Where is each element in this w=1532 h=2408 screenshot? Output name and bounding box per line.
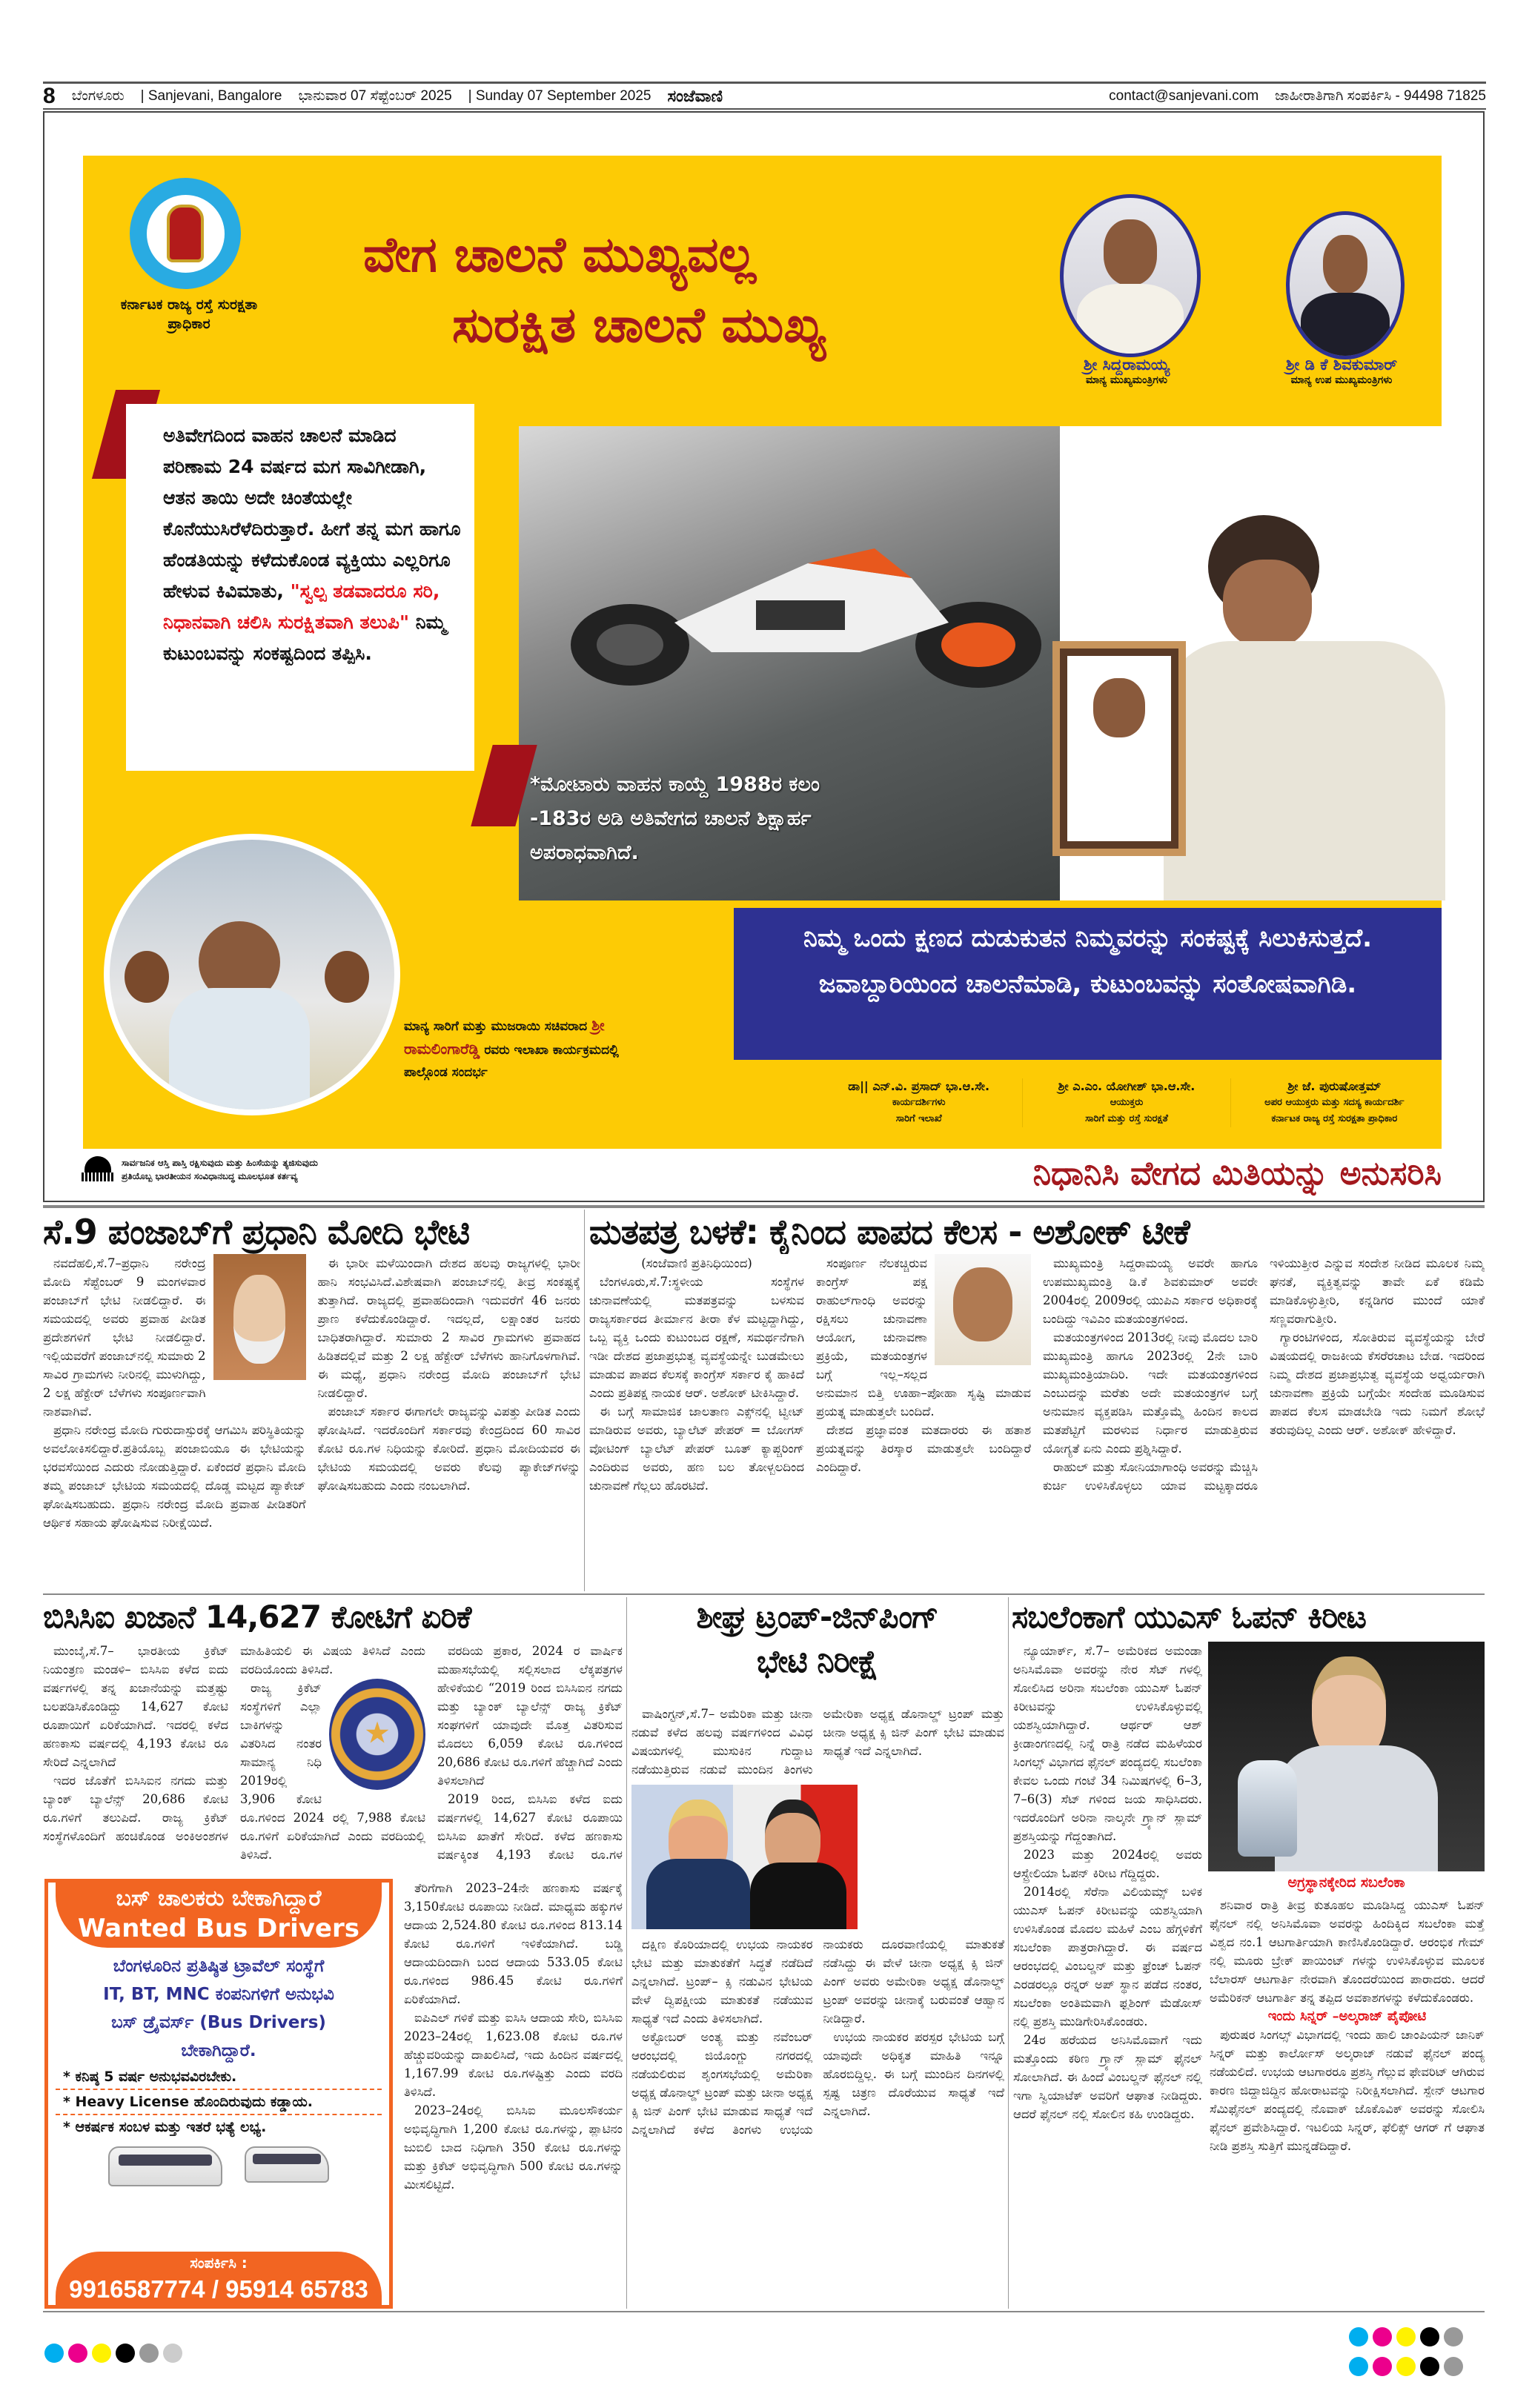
officer xyxy=(815,1078,1022,1127)
paragraph: ಈ ಭಾರೀ ಮಳೆಯಿಂದಾಗಿ ದೇಶದ ಹಲವು ರಾಜ್ಯಗಳಲ್ಲಿ ಭಾರೀ ಹಾನಿ ಸಂಭವಿಸಿದೆ.ವಿಶೇಷವಾಗಿ ಪಂಜಾಬ್‌ನಲ್ಲಿ ತೀವ್ರ ಸಂಕಷ್ಟಕ್ಕೆ ತುತ್ತಾಗಿದೆ. ರಾಜ್ಯದಲ್ಲಿ ಪ್ರವಾಹದಿಂದಾಗಿ ಇದುವರೆಗೆ 46 ಜನರು ಪ್ರಾಣ ಕಳೆದುಕೊಂಡಿದ್ದಾರೆ. ಇದಲ್ಲದೆ, ಲಕ್ಷಾಂತರ ಜನರು ಬಾಧಿತರಾಗಿದ್ದಾರೆ. ಸುಮಾರು 2 ಸಾವಿರ ಗ್ರಾಮಗಳು ಪ್ರವಾಹದ ಹಿಡಿತದಲ್ಲಿವೆ ಮತ್ತು 2 ಲಕ್ಷ ಹೆಕ್ಟೇರ್ ಬೆಳೆಗಳು ಹಾನಿಗೊಳಗಾಗಿವೆ. ಈ ಮಧ್ಯೆ, ಪ್ರಧಾನಿ ನರೇಂದ್ರ ಮೋದಿ ಪಂಜಾಬ್‌ಗೆ ಭೇಟಿ ನೀಡಲಿದ್ದಾರೆ. xyxy=(317,1256,580,1400)
section-rule xyxy=(43,1205,1485,1208)
mv-act-caption: *ಮೋಟಾರು ವಾಹನ ಕಾಯ್ದೆ 1988ರ ಕಲಂ -183ರ ಅಡಿ ಅತಿವೇಗದ ಚಾಲನೆ ಶಿಕ್ಷಾರ್ಹ ಅಪರಾಧವಾಗಿದೆ. xyxy=(530,773,820,864)
article-headline-1[interactable]: ಶೀಘ್ರ ಟ್ರಂಪ್-ಜಿನ್‌ಪಿಂಗ್ xyxy=(696,1599,938,1635)
star-icon: ★ xyxy=(364,1716,391,1751)
story-end: ನಿಮ್ಮ ಕುಟುಂಬವನ್ನು ಸಂಕಷ್ಟದಿಂದ ತಪ್ಪಿಸಿ. xyxy=(163,611,446,664)
leader-name: ಶ್ರೀ ಡಿ ಕೆ ಶಿವಕುಮಾರ್ xyxy=(1285,356,1398,374)
ad-headline-1: ವೇಗ ಚಾಲನೆ ಮುಖ್ಯವಲ್ಲ xyxy=(363,226,757,283)
contact-phones[interactable]: 9916587774 / 95914 65783 xyxy=(69,2275,368,2303)
leader-role: ಮಾನ್ಯ ಉಪ ಮುಖ್ಯಮಂತ್ರಿಗಳು xyxy=(1290,374,1393,386)
registration-dot xyxy=(1373,2357,1392,2376)
page-header xyxy=(43,86,1486,107)
ad-org-name: ಕರ್ನಾಟಕ ರಾಜ್ಯ ರಸ್ತೆ ಸುರಕ್ಷತಾ ಪ್ರಾಧಿಕಾರ xyxy=(120,296,258,332)
trump-body xyxy=(631,1705,1004,2309)
color-registration-marks-right xyxy=(1349,2327,1490,2379)
framed-portrait xyxy=(1060,649,1178,849)
story-text: ಅತಿವೇಗದಿಂದ ವಾಹನ ಚಾಲನೆ ಮಾಡಿದ ಪರಿಣಾಮ 24 ವರ್ಷದ ಮಗ ಸಾವಿಗೀಡಾಗಿ, ಆತನ ತಾಯಿ ಅದೇ ಚಿಂತೆಯಲ್ಲೇ ಕೊನೆಯುಸಿರೆಳೆದಿರುತ್ತಾರೆ. ಹೀಗೆ ತನ್ನ ಮಗ ಹಾಗೂ ಹೆಂಡತಿಯನ್ನು ಕಳೆದುಕೊಂಡ ವ್ಯಕ್ತಿಯು ಎಲ್ಲರಿಗೂ ಹೇಳುವ ಕಿವಿಮಾತು, xyxy=(163,425,461,602)
bcci-logo xyxy=(329,1679,425,1790)
paragraph: ಈ ಬಗ್ಗೆ ಸಾಮಾಜಿಕ ಜಾಲತಾಣ ಎಕ್ಸ್‌ನಲ್ಲಿ ಟ್ವೀಟ್ ಮಾಡಿರುವ ಅವರು, ಬ್ಯಾಲೆಟ್ ಪೇಪರ್ = ಬೋಗಸ್ ವೋಟಿಂಗ್ ಬ್ಯಾಲೆಟ್ ಪೇಪರ್ ಬೂತ್ ಕ್ಯಾಪ್ಚರಿಂಗ್ ಎಂದಿರುವ ಅವರು, ಹಣ ಬಲ ತೋಳ್ಬಲದಿಂದ ಚುನಾವಣೆ ಗೆಲ್ಲಲು ಹೊರಟಿದೆ. xyxy=(589,1404,804,1493)
bus-ad-title-kn: ಬಸ್ ಚಾಲಕರು ಬೇಕಾಗಿದ್ದಾರೆ xyxy=(116,1885,322,1911)
photo-caption: ಅಗ್ರಸ್ಥಾನಕ್ಕೇರಿದ ಸಬಲೆಂಕಾ xyxy=(1287,1874,1405,1891)
officer-name: ಶ್ರೀ ಎ.ಎಂ. ಯೋಗೀಶ್ ಭಾ.ಆ.ಸೇ. xyxy=(1058,1079,1196,1093)
article-modi xyxy=(43,1210,580,1591)
article-ashok xyxy=(589,1210,1485,1591)
paragraph: ತೆರಿಗೆಗಾಗಿ 2023–24ನೇ ಹಣಕಾಸು ವರ್ಷಕ್ಕೆ 3,150ಕೋಟಿ ರೂಪಾಯಿ ನೀಡಿದೆ. ಮಾಧ್ಯಮ ಹಕ್ಕುಗಳ ಆದಾಯ 2,524.80 ಕೋಟಿ ರೂ.ಗಳಿಂದ 813.14 ಕೋಟಿ ರೂ.ಗಳಿಗೆ ಇಳಿಕೆಯಾಗಿದೆ. ಬಡ್ಡಿ ಆದಾಯದಿಂದಾಗಿ ಬಂದ ಆದಾಯ 533.05 ಕೋಟಿ ರೂ.ಗಳಿಂದ 986.45 ಕೋಟಿ ರೂ.ಗಳಿಗೆ ಏರಿಕೆಯಾಗಿದೆ. xyxy=(404,1881,623,2006)
officer-department: ಸಾರಿಗೆ ಮತ್ತು ರಸ್ತೆ ಸುರಕ್ಷತೆ xyxy=(1085,1113,1168,1124)
sabalenka-body-left xyxy=(1013,1642,1202,2309)
subheading: ಇಂದು ಸಿನ್ನರ್ –ಅಲ್ಕರಾಜ್ ಪೈಪೋಟಿ xyxy=(1267,2009,1427,2024)
trophy xyxy=(1238,1760,1297,1857)
city: ಬೆಂಗಳೂರು xyxy=(71,88,125,104)
coach-bus-image xyxy=(108,2146,222,2186)
bus-images xyxy=(48,2146,389,2186)
bus-drivers-ad xyxy=(44,1879,393,2309)
header-bottom-rule xyxy=(43,108,1486,110)
paragraph: ಪಂಜಾಬ್ ಸರ್ಕಾರ ಈಗಾಗಲೇ ರಾಜ್ಯವನ್ನು ವಿಪತ್ತು ಪೀಡಿತ ಎಂದು ಘೋಷಿಸಿದೆ. ಇದರೊಂದಿಗೆ ಸರ್ಕಾರವು ಕೇಂದ್ರದಿಂದ 60 ಸಾವಿರ ಕೋಟಿ ರೂ.ಗಳ ನಿಧಿಯನ್ನು ಕೋರಿದೆ. ಪ್ರಧಾನಿ ಮೋದಿಯವರ ಈ ಭೇಟಿಯ ಸಮಯದಲ್ಲಿ ಅವರು ಕೆಲವು ಪ್ಯಾಕೇಜ್‌ಗಳನ್ನು ಘೋಷಿಸಬಹುದು ಎಂದು ನಂಬಲಾಗಿದೆ. xyxy=(317,1404,580,1493)
officers-list xyxy=(815,1078,1438,1127)
grieving-father-photo xyxy=(1060,426,1445,900)
registration-dot xyxy=(1420,2357,1439,2376)
trump-body-lead xyxy=(631,1705,1004,1779)
paragraph: ಪ್ರಧಾನಿ ನರೇಂದ್ರ ಮೋದಿ ಗುರುದಾಸ್ಪುರಕ್ಕೆ ಆಗಮಿಸಿ ಪರಿಸ್ಥಿತಿಯನ್ನು ಅವಲೋಕಿಸಲಿದ್ದಾರೆ.ಪ್ರತಿಯೊಬ್ಬ ಪಂಜಾಬಿಯೂ ಈ ಭೇಟಿಯನ್ನು ಭರವಸೆಯಿಂದ ಎದುರು ನೋಡುತ್ತಿದ್ದಾರೆ. ಏಕೆಂದರೆ ಪ್ರಧಾನಿ ಮೋದಿ ತಮ್ಮ ಪಂಜಾಬ್ ಭೇಟಿಯ ಸಮಯದಲ್ಲಿ ದೊಡ್ಡ ಮಟ್ಟದ ಪ್ಯಾಕೇಜ್ ಘೋಷಿಸಬಹುದು. ಪ್ರಧಾನಿ ನರೇಂದ್ರ ಮೋದಿ ಪ್ರವಾಹ ಪೀಡಿತರಿಗೆ ಆರ್ಥಿಕ ಸಹಾಯ ಘೋಷಿಸುವ ನಿರೀಕ್ಷೆಯಿದೆ. xyxy=(43,1423,306,1530)
portrait-dk-shivakumar xyxy=(1286,211,1405,359)
paragraph: ಮತಯಂತ್ರಗಳಿಂದ 2013ರಲ್ಲಿ ನೀವು ಮೊದಲ ಬಾರಿ ಮುಖ್ಯಮಂತ್ರಿ ಹಾಗೂ 2023ರಲ್ಲಿ 2ನೇ ಬಾರಿ ಮುಖ್ಯಮಂತ್ರಿಯಾದಿರಿ. ಇದೇ ಮತಯಂತ್ರಗಳಿಂದ ಎಂಬುದನ್ನು ಮರೆತು ಅದೇ ಮತಯಂತ್ರಗಳ ಬಗ್ಗೆ ಅನುಮಾನ ವ್ಯಕ್ತಪಡಿಸಿ ಮತ್ತೊಮ್ಮೆ ಹಿಂದಿನ ಕಾಲದ ಮತಪೆಟ್ಟಿಗೆ ಮರಳುವ ನಿರ್ಧಾರ ಮಾಡುತ್ತಿರುವ ಯೋಗ್ಯತೆ ಏನು ಎಂದು ಪ್ರಶ್ನಿಸಿದ್ದಾರೆ. xyxy=(1043,1330,1258,1456)
ad-headline-2: ಸುರಕ್ಷಿತ ಚಾಲನೆ ಮುಖ್ಯ xyxy=(452,296,826,354)
column-rule xyxy=(584,1210,585,1591)
bus-ad-title-en: Wanted Bus Drivers xyxy=(78,1914,359,1943)
paragraph: ರಾಹುಲ್ ಮತ್ತು ಸೋನಿಯಾಗಾಂಧಿ ಅವರನ್ನು ಮೆಚ್ಚಿಸಿ ಕುರ್ಚಿ ಉಳಿಸಿಕೊಳ್ಳಲು ಯಾವ ಮಟ್ಟಕ್ಕಾದರೂ ಇಳಿಯುತ್ತೀರ ಎನ್ನುವ ಸಂದೇಶ ನೀಡಿದ ಮೂಲಕ ನಿಮ್ಮ ಘನತೆ, ವ್ಯಕ್ತಿತ್ವವನ್ನು ತಾವೇ ಏಕೆ ಕಡಿಮೆ ಮಾಡಿಕೊಳ್ಳುತ್ತೀರಿ, ಕನ್ನಡಿಗರ ಮುಂದೆ ಯಾಕೆ ಸಣ್ಣವರಾಗುತ್ತೀರಿ. xyxy=(1043,1256,1485,1493)
contact-label: ಸಂಪರ್ಕಿಸಿ : xyxy=(190,2254,248,2272)
officer xyxy=(1230,1078,1438,1127)
officer-department: ಕರ್ನಾಟಕ ರಾಜ್ಯ ರಸ್ತೆ ಸುರಕ್ಷತಾ ಪ್ರಾಧಿಕಾರ xyxy=(1271,1113,1398,1124)
paragraph: ವರದಿಯ ಪ್ರಕಾರ, 2024 ರ ವಾರ್ಷಿಕ ಮಹಾಸಭೆಯಲ್ಲಿ ಸಲ್ಲಿಸಲಾದ ಲೆಕ್ಕಪತ್ರಗಳ ಹೇಳಿಕೆಯಲಿ “2019 ರಿಂದ ಬಿಸಿಸಿಐನ ನಗದು ಮತ್ತು ಬ್ಯಾಂಕ್ ಬ್ಯಾಲೆನ್ಸ್ ರಾಜ್ಯ ಕ್ರಿಕೆಟ್ ಸಂಘಗಳಿಗೆ ಯಾವುದೇ ಮೊತ್ತ ವಿತರಿಸುವ ಮೊದಲು 6,059 ಕೋಟಿ ರೂ.ಗಳಿಂದ 20,686 ಕೋಟಿ ರೂ.ಗಳಿಗೆ ಹೆಚ್ಚಾಗಿದೆ ಎಂದು ತಿಳಿಸಲಾಗಿದೆ xyxy=(437,1644,623,1788)
officer-department: ಸಾರಿಗೆ ಇಲಾಖೆ xyxy=(895,1113,942,1124)
edition: | Sanjevani, Bangalore xyxy=(140,88,282,104)
registration-dot xyxy=(139,2344,159,2363)
page-bottom-rule xyxy=(43,2311,1485,2312)
speed-limit-slogan: ನಿಧಾನಿಸಿ ವೇಗದ ಮಿತಿಯನ್ನು ಅನುಸರಿಸಿ xyxy=(1032,1155,1442,1193)
paragraph: ಐಪಿಎಲ್ ಗಳಿಕೆ ಮತ್ತು ಐಸಿಸಿ ಆದಾಯ ಸೇರಿ, ಬಿಸಿಸಿಐ 2023–24ರಲ್ಲಿ 1,623.08 ಕೋಟಿ ರೂ.ಗಳ ಹೆಚ್ಚುವರಿಯನ್ನು ದಾಖಲಿಸಿದೆ, ಇದು ಹಿಂದಿನ ವರ್ಷದಲ್ಲಿ 1,167.99 ಕೋಟಿ ರೂ.ಗಳಷ್ಟಿತ್ತು ಎಂದು ವರದಿ ತಿಳಿಸಿದೆ. xyxy=(404,2011,623,2099)
ad-contact: ಜಾಹೀರಾತಿಗಾಗಿ ಸಂಪರ್ಕಿಸಿ - 94498 71825 xyxy=(1275,88,1486,104)
bus-ad-line: ಬಸ್ ಡ್ರೈವರ್ಸ್ (Bus Drivers) xyxy=(111,2013,326,2032)
registration-dot xyxy=(68,2344,87,2363)
trump-xi-photo xyxy=(631,1785,858,1929)
requirement: * ಆಕರ್ಷಕ ಸಂಬಳ ಮತ್ತು ಇತರೆ ಭತ್ಯೆ ಲಭ್ಯ. xyxy=(63,2119,267,2135)
leader-2 xyxy=(1253,356,1430,386)
paragraph: ದೇಶದ ಪ್ರಜ್ಞಾವಂತ ಮತದಾರರು ಈ ಹತಾಶ ಪ್ರಯತ್ನವನ್ನು ತಿರಸ್ಕಾರ ಮಾಡುತ್ತಲೇ ಬಂದಿದ್ದಾರೆ ಎಂದಿದ್ದಾರೆ. xyxy=(816,1423,1031,1474)
date-kannada: ಭಾನುವಾರ 07 ಸೆಪ್ಟೆಂಬರ್ 2025 xyxy=(298,88,452,104)
officer-title: ಅಪರ ಆಯುಕ್ತರು ಮತ್ತು ಸದಸ್ಯ ಕಾರ್ಯದರ್ಶಿ xyxy=(1264,1097,1405,1108)
bus-ad-body xyxy=(48,1952,389,2065)
article-body xyxy=(589,1254,1485,1591)
victim-story-box xyxy=(126,404,474,771)
registration-dot xyxy=(1349,2327,1368,2346)
duty-line-1: ಸಾರ್ವಜನಿಕ ಆಸ್ತಿ ಪಾಸ್ತಿ ರಕ್ಷಿಸುವುದು ಮತ್ತು ಹಿಂಸೆಯನ್ನು ತ್ಯಜಿಸುವುದು xyxy=(122,1158,318,1168)
registration-dot xyxy=(44,2344,64,2363)
responsibility-message: ನಿಮ್ಮ ಒಂದು ಕ್ಷಣದ ದುಡುಕುತನ ನಿಮ್ಮವರನ್ನು ಸಂಕಷ್ಟಕ್ಕೆ ಸಿಲುಕಿಸುತ್ತದೆ. ಜವಾಬ್ದಾರಿಯಿಂದ ಚಾಲನೆಮಾಡಿ, ಕುಟುಂಬವನ್ನು ಸಂತೋಷವಾಗಿಡಿ. xyxy=(734,908,1442,1060)
article-sabalenka xyxy=(1012,1595,1486,1639)
paragraph: ರಾಜ್ಯ ಕ್ರಿಕೆಟ್ ಸಂಸ್ಥೆಗಳಿಗೆ ಎಲ್ಲಾ ಬಾಕಿಗಳನ್ನು ವಿತರಿಸಿದ ನಂತರ ಸಾಮಾನ್ಯ ನಿಧಿ 2019ರಲ್ಲಿ 3,906 ಕೋಟಿ ರೂ.ಗಳಿಂದ 2024 ರಲ್ಲಿ 7,988 ಕೋಟಿ ರೂ.ಗಳಿಗೆ ಏರಿಕೆಯಾಗಿದೆ ಎಂದು ವರದಿಯಲ್ಲಿ ತಿಳಿಸಿದೆ. xyxy=(240,1681,425,1862)
minister-event-photo xyxy=(104,834,400,1115)
minister-caption-post: ರವರು ಇಲಾಖಾ ಕಾರ್ಯಕ್ರಮದಲ್ಲಿ ಪಾಲ್ಗೊಂಡ ಸಂದರ್ಭ xyxy=(404,1043,619,1080)
officer xyxy=(1022,1078,1230,1127)
registration-dot xyxy=(1420,2327,1439,2346)
article-trump-xi xyxy=(630,1595,1004,1684)
man-face xyxy=(1223,560,1312,649)
registration-dot xyxy=(163,2344,182,2363)
bus-ad-contact xyxy=(56,2252,382,2305)
registration-dot xyxy=(1349,2357,1368,2376)
paragraph: 2019 ರಿಂದ, ಬಿಸಿಸಿಐ ಕಳೆದ ಐದು ವರ್ಷಗಳಲ್ಲಿ 14,627 ಕೋಟಿ ರೂಪಾಯಿ ಬಿಸಿಸಿಐ ಖಾತೆಗೆ ಸೇರಿದೆ. ಕಳೆದ ಹಣಕಾಸು ವರ್ಷಕ್ಕಿಂತ 4,193 ಕೋಟಿ ರೂ.ಗಳ xyxy=(437,1792,623,1862)
paragraph: ಬೆಂಗಳೂರು,ಸೆ.7:ಸ್ಥಳೀಯ ಸಂಸ್ಥೆಗಳ ಚುನಾವಣೆಯಲ್ಲಿ ಮತಪತ್ರವನ್ನು ಬಳಸುವ ರಾಜ್ಯಸರ್ಕಾರದ ತೀರ್ಮಾನ ತೀರಾ ಕೆಳ ಮಟ್ಟದ್ದಾಗಿದ್ದು, ಒಬ್ಬ ವ್ಯಕ್ತಿ ಒಂದು ಕುಟುಂಬದ ರಕ್ಷಣೆ, ಸಮರ್ಥನೆಗಾಗಿ ಇಡೀ ದೇಶದ ಪ್ರಜಾಪ್ರಭುತ್ವ ವ್ಯವಸ್ಥೆಯನ್ನೇ ಬುಡಮೇಲು ಮಾಡುವ ಪಾಪದ ಕೆಲಸಕ್ಕೆ ಕಾಂಗ್ರೆಸ್ ಸರ್ಕಾರ ಕೈ ಹಾಕಿದೆ ಎಂದು ಪ್ರತಿಪಕ್ಷ ನಾಯಕ ಆರ್. ಅಶೋಕ್ ಟೀಕಿಸಿದ್ದಾರೆ. xyxy=(589,1275,804,1400)
paragraph: ಇದರ ಜೊತೆಗೆ ಬಿಸಿಸಿಐನ ನಗದು ಮತ್ತು ಬ್ಯಾಂಕ್ ಬ್ಯಾಲೆನ್ಸ್ 20,686 ಕೋಟಿ ರೂ.ಗಳಿಗೆ ತಲುಪಿದೆ. ರಾಜ್ಯ ಕ್ರಿಕೆಟ್ ಸಂಸ್ಥೆಗಳೊಂದಿಗೆ ಹಂಚಿಕೊಂಡ ಅಂಕಿಅಂಶಗಳ ಮಾಹಿತಿಯಲಿ ಈ ವಿಷಯ ತಿಳಿಸಿದೆ ಎಂದು ವರದಿಯೊಂದು ತಿಳಿಸಿದೆ. xyxy=(43,1644,425,1843)
paragraph: ಶನಿವಾರ ರಾತ್ರಿ ತೀವ್ರ ಕುತೂಹಲ ಮೂಡಿಸಿದ್ದ ಯುಎಸ್ ಓಪನ್ ಫೈನಲ್ ನಲ್ಲಿ ಅನಿಸಿಮೊವಾ ಅವರನ್ನು ಹಿಂದಿಕ್ಕಿದ ಸಬಲೆಂಕಾ ಮತ್ತೆ ವಿಶ್ವದ ನಂ.1 ಆಟಗಾರ್ತಿಯಾಗಿ ಕಾಣಿಸಿಕೊಂಡಿದ್ದಾರೆ. ಆರಂಭಿಕ ಗೇಮ್ ನಲ್ಲಿ ಮೂರು ಬ್ರೇಕ್ ಪಾಯಿಂಟ್ ಗಳನ್ನು ಉಳಿಸಿಕೊಳ್ಳುವ ಮೂಲಕ ಬೆಲಾರಸ್ ಆಟಗಾರ್ತಿ ನೇರವಾಗಿ ತೊಂದರೆಯಿಂದ ಪಾರಾದರು. ಆದರೆ ಅಮೆರಿಕನ್ ಆಟಗಾರ್ತಿ ತನ್ನ ತಪ್ಪಿದ ಅವಕಾಶಗಳನ್ನು ಕಳೆದುಕೊಂಡರು. xyxy=(1210,1898,1485,2005)
paragraph: ವಾಷಿಂಗ್ಟನ್,ಸೆ.7– ಅಮೆರಿಕಾ ಮತ್ತು ಚೀನಾ ನಡುವೆ ಕಳೆದ ಹಲವು ವರ್ಷಗಳಿಂದ ವಿವಿಧ ವಿಷಯಗಳಲ್ಲಿ ಮುಸುಕಿನ ಗುದ್ದಾಟ ನಡೆಯುತ್ತಿರುವ ನಡುವೆ ಮುಂದಿನ ತಿಂಗಳು ಅಮೇರಿಕಾ ಅಧ್ಯಕ್ಷ ಡೊನಾಲ್ಡ್ ಟ್ರಂಪ್ ಮತ್ತು ಚೀನಾ ಅಧ್ಯಕ್ಷ ಕ್ಸಿ ಜಿನ್ ಪಿಂಗ್ ಭೇಟಿ ಮಾಡುವ ಸಾಧ್ಯತೆ ಇದೆ ಎನ್ನಲಾಗಿದೆ. xyxy=(631,1707,1004,1777)
page-number: 8 xyxy=(43,84,56,108)
masthead-logo: ಸಂಜೆವಾಣಿ xyxy=(667,87,723,105)
paragraph: 2023 ಮತ್ತು 2024ರಲ್ಲಿ ಅವರು ಆಸ್ಟ್ರೇಲಿಯಾ ಓಪನ್ ಕಿರೀಟ ಗೆದ್ದಿದ್ದರು. xyxy=(1013,1848,1202,1880)
paragraph: ಸಂಪೂರ್ಣ ನೆಲಕಚ್ಚಿರುವ ಕಾಂಗ್ರೆಸ್ ಪಕ್ಷ ರಾಹುಲ್‌ಗಾಂಧಿ ಅವರನ್ನು ರಕ್ಷಿಸಲು ಚುನಾವಣಾ ಆಯೋಗ, ಚುನಾವಣಾ ಪ್ರಕ್ರಿಯೆ, ಮತಯಂತ್ರಗಳ ಬಗ್ಗೆ ಇಲ್ಲ–ಸಲ್ಲದ ಅನುಮಾನ ಬಿತ್ತಿ ಊಹಾ–ಪೋಹಾ ಸೃಷ್ಟಿ ಮಾಡುವ ಪ್ರಯತ್ನ ಮಾಡುತ್ತಲೇ ಬಂದಿದೆ. xyxy=(816,1256,1031,1419)
paragraph: 2023–24ರಲ್ಲಿ ಬಿಸಿಸಿಐ ಮೂಲಸೌಕರ್ಯ ಅಭಿವೃದ್ಧಿಗಾಗಿ 1,200 ಕೋಟಿ ರೂ.ಗಳನ್ನು, ಪ್ಲಾಟಿನಂ ಜುಬಿಲಿ ಬಾದ ನಿಧಿಗಾಗಿ 350 ಕೋಟಿ ರೂ.ಗಳನ್ನು ಮತ್ತು ಕ್ರಿಕೆಟ್ ಅಭಿವೃದ್ಧಿಗಾಗಿ 500 ಕೋಟಿ ರೂ.ಗಳನ್ನು ಮೀಸಲಿಟ್ಟಿದೆ. xyxy=(404,2103,623,2192)
minister-caption xyxy=(404,1014,649,1084)
byline: (ಸಂಜೆವಾಣಿ ಪ್ರತಿನಿಧಿಯಿಂದ) xyxy=(641,1256,752,1270)
color-registration-marks-left xyxy=(44,2344,187,2366)
bcci-body-top xyxy=(43,1642,623,1877)
requirement: * ಕನಿಷ್ಠ 5 ವರ್ಷ ಅನುಭವವಿರಬೇಕು. xyxy=(56,2065,382,2090)
header-top-rule xyxy=(43,82,1486,84)
sabalenka-body-right xyxy=(1210,1896,1485,2309)
modi-photo xyxy=(213,1254,306,1380)
bcci-body-bottom xyxy=(404,1879,623,2309)
registration-dot xyxy=(1444,2327,1463,2346)
article-bcci xyxy=(43,1595,623,1639)
registration-dot xyxy=(1396,2357,1416,2376)
paragraph: ಮುಂಬೈ,ಸೆ.7– ಭಾರತೀಯ ಕ್ರಿಕೆಟ್ ನಿಯಂತ್ರಣ ಮಂಡಳಿ– ಬಿಸಿಸಿಐ ಕಳೆದ ಐದು ವರ್ಷಗಳಲ್ಲಿ ತನ್ನ ಖಜಾನೆಯನ್ನು ಮತ್ತಷ್ಟು ಬಲಪಡಿಸಿಕೊಂಡಿದ್ದು 14,627 ಕೋಟಿ ರೂಪಾಯಿಗೆ ಏರಿಕೆಯಾಗಿದೆ. ಇದರಲ್ಲಿ ಕಳೆದ ಹಣಕಾಸು ವರ್ಷದಲ್ಲಿ 4,193 ಕೋಟಿ ರೂ ಸೇರಿದೆ ಎನ್ನಲಾಗಿದೆ xyxy=(43,1644,228,1769)
bus-ad-line: IT, BT, MNC ಕಂಪನಿಗಳಿಗೆ ಅನುಭವಿ xyxy=(103,1985,334,2004)
article-headline[interactable]: ಮತಪತ್ರ ಬಳಕೆ: ಕೈನಿಂದ ಪಾಪದ ಕೆಲಸ - ಅಶೋಕ್ ಟೀಕೆ xyxy=(589,1212,1190,1252)
paragraph: ನ್ಯೂಯಾರ್ಕ್, ಸೆ.7– ಅಮೆರಿಕದ ಅಮಂಡಾ ಅನಿಸಿಮೊವಾ ಅವರನ್ನು ನೇರ ಸೆಟ್ ಗಳಲ್ಲಿ ಸೋಲಿಸಿದ ಅರಿನಾ ಸಬಲೆಂಕಾ ಯುಎಸ್ ಓಪನ್ ಕಿರೀಟವನ್ನು ಉಳಿಸಿಕೊಳ್ಳುವಲ್ಲಿ ಯಶಸ್ವಿಯಾಗಿದ್ದಾರೆ. ಆರ್ಥರ್ ಆಶ್ ಕ್ರೀಡಾಂಗಣದಲ್ಲಿ ನಿನ್ನೆ ರಾತ್ರಿ ನಡೆದ ಮಹಿಳೆಯರ ಸಿಂಗಲ್ಸ್ ವಿಭಾಗದ ಫೈನಲ್ ಪಂದ್ಯದಲ್ಲಿ ಸಬಲೆಂಕಾ ಕೇವಲ ಒಂದು ಗಂಟೆ 34 ನಿಮಿಷಗಳಲ್ಲಿ 6–3, 7–6(3) ಸೆಟ್ ಗಳಿಂದ ಜಯ ಸಾಧಿಸಿದರು. ಇದರೊಂದಿಗೆ ಅರಿನಾ ನಾಲ್ಕನೇ ಗ್ರ್ಯಾನ್ ಸ್ಲಾಮ್ ಪ್ರಶಸ್ತಿಯನ್ನು ಗೆದ್ದಂತಾಗಿದೆ. xyxy=(1013,1644,1202,1843)
officer-title: ಕಾರ್ಯದರ್ಶಿಗಳು xyxy=(892,1097,946,1108)
paragraph: ಅಕ್ಟೋಬರ್ ಅಂತ್ಯ ಮತ್ತು ನವೆಂಬರ್ ಆರಂಭದಲ್ಲಿ ಜಿಯೊಂಗ್ಜು ನಗರದಲ್ಲಿ ನಡೆಯಲಿರುವ ಶೃಂಗಸಭೆಯಲ್ಲಿ ಅಮೆರಿಕಾ ಅಧ್ಯಕ್ಷ ಡೊನಾಲ್ಡ್ ಟ್ರಂಪ್ ಮತ್ತು ಚೀನಾ ಅಧ್ಯಕ್ಷ ಕ್ಸಿ ಜಿನ್ ಪಿಂಗ್ ಭೇಟಿ ಮಾಡುವ ಸಾಧ್ಯತೆ ಇದೆ ಎನ್ನಲಾಗಿದೆ ಕಳೆದ ತಿಂಗಳು ಉಭಯ ನಾಯಕರು ದೂರವಾಣಿಯಲ್ಲಿ ಮಾತುಕತೆ ನಡೆಸಿದ್ದು ಈ ವೇಳೆ ಚೀನಾ ಅಧ್ಯಕ್ಷ ಕ್ಸಿ ಜಿನ್ ಪಿಂಗ್ ಅವರು ಅಮೇರಿಕಾ ಅಧ್ಯಕ್ಷ ಡೊನಾಲ್ಡ್ ಟ್ರಂಪ್ ಅವರನ್ನು ಚೀನಾಕ್ಕೆ ಬರುವಂತೆ ಆಹ್ವಾನ ನೀಡಿದ್ದಾರೆ. xyxy=(631,1937,1004,2137)
article-body xyxy=(43,1254,580,1591)
leader-role: ಮಾನ್ಯ ಮುಖ್ಯಮಂತ್ರಿಗಳು xyxy=(1086,374,1167,386)
sabalenka-photo xyxy=(1208,1642,1485,1871)
crashed-motorbike-image xyxy=(563,534,1097,697)
date-english: | Sunday 07 September 2025 xyxy=(468,88,651,104)
requirement: * Heavy License ಹೊಂದಿರುವುದು ಕಡ್ಡಾಯ. xyxy=(56,2090,382,2115)
registration-dot xyxy=(1396,2327,1416,2346)
story-quote: "ಸ್ವಲ್ಪ ತಡವಾದರೂ ಸರಿ, ನಿಧಾನವಾಗಿ ಚಲಿಸಿ ಸುರಕ್ಷಿತವಾಗಿ ತಲುಪಿ" xyxy=(163,580,440,633)
trump-body-rest xyxy=(631,1935,1004,2139)
paragraph: 2014ರಲ್ಲಿ ಸೆರೆನಾ ವಿಲಿಯಮ್ಸ್ ಬಳಿಕ ಯುಎಸ್ ಓಪನ್ ಕಿರೀಟವನ್ನು ಯಶಸ್ವಿಯಾಗಿ ಉಳಿಸಿಕೊಂಡ ಮೊದಲ ಮಹಿಳೆ ಎಂಬ ಹೆಗ್ಗಳಿಕೆಗೆ ಸಬಲೆಂಕಾ ಪಾತ್ರರಾಗಿದ್ದಾರೆ. ಈ ವರ್ಷದ ಆರಂಭದಲ್ಲಿ ವಿಂಬಲ್ಡನ್ ಮತ್ತು ಫ್ರೆಂಚ್ ಓಪನ್ ಎರಡರಲ್ಲೂ ರನ್ನರ್ ಅಪ್ ಸ್ಥಾನ ಪಡೆದ ನಂತರ, ಸಬಲೆಂಕಾ ಅಂತಿಮವಾಗಿ ಫ್ಲಶಿಂಗ್ ಮೆಡೋಸ್ ನಲ್ಲಿ ಪ್ರಶಸ್ತಿ ಮುಡಿಗೇರಿಸಿಕೊಂಡರು. xyxy=(1013,1885,1202,2029)
registration-dot xyxy=(1444,2357,1463,2376)
paragraph: ಉಭಯ ನಾಯಕರ ಪರಸ್ಪರ ಭೇಟಿಯ ಬಗ್ಗೆ ಯಾವುದೇ ಅಧಿಕೃತ ಮಾಹಿತಿ ಇನ್ನೂ ಹೊರಬಿದ್ದಿಲ್ಲ. ಈ ಬಗ್ಗೆ ಮುಂದಿನ ದಿನಗಳಲ್ಲಿ ಸ್ಪಷ್ಟ ಚಿತ್ರಣ ದೊರೆಯುವ ಸಾಧ್ಯತೆ ಇದೆ ಎನ್ನಲಾಗಿದೆ. xyxy=(823,2030,1004,2118)
column-rule xyxy=(626,1597,627,2309)
mini-bus-image xyxy=(245,2146,329,2183)
officer-name: ಡಾ|| ಎನ್.ವಿ. ಪ್ರಸಾದ್ ಭಾ.ಆ.ಸೇ. xyxy=(848,1079,990,1093)
registration-dot xyxy=(116,2344,135,2363)
man-shirt xyxy=(1164,641,1445,900)
article-headline-2[interactable]: ಭೇಟಿ ನಿರೀಕ್ಷೆ xyxy=(756,1643,878,1679)
bus-ad-title xyxy=(56,1883,382,1948)
article-headline[interactable]: ಸಬಲೆಂಕಾಗೆ ಯುಎಸ್ ಓಪನ್ ಕಿರೀಟ xyxy=(1012,1599,1366,1635)
bus-ad-line: ಬೆಂಗಳೂರಿನ ಪ್ರತಿಷ್ಠಿತ ಟ್ರಾವೆಲ್ ಸಂಸ್ಥೆಗೆ xyxy=(113,1957,325,1976)
karnataka-emblem-logo xyxy=(130,178,241,289)
ashok-photo xyxy=(935,1254,1031,1365)
paragraph: ದಕ್ಷಿಣ ಕೊರಿಯಾದಲ್ಲಿ ಉಭಯ ನಾಯಕರ ಭೇಟಿ ಮತ್ತು ಮಾತುಕತೆಗೆ ಸಿದ್ಧತೆ ನಡೆದಿದೆ ಎನ್ನಲಾಗಿದೆ. ಟ್ರಂಪ್– ಕ್ಸಿ ನಡುವಿನ ಭೇಟಿಯ ವೇಳೆ ದ್ವಿಪಕ್ಷೀಯ ಮಾತುಕತೆ ನಡೆಯುವ ಸಾಧ್ಯತೆ ಇದೆ ಎಂದು ತಿಳಿಸಲಾಗಿದೆ. xyxy=(631,1937,813,2026)
leader-name: ಶ್ರೀ ಸಿದ್ದರಾಮಯ್ಯ xyxy=(1083,356,1170,374)
contact-email[interactable]: contact@sanjevani.com xyxy=(1109,88,1259,104)
article-headline[interactable]: ಸೆ.9 ಪಂಜಾಬ್‌ಗೆ ಪ್ರಧಾನಿ ಮೋದಿ ಭೇಟಿ xyxy=(43,1212,470,1252)
article-headline[interactable]: ಬಿಸಿಸಿಐ ಖಜಾನೆ 14,627 ಕೋಟಿಗೆ ಏರಿಕೆ xyxy=(43,1599,471,1635)
paragraph: ಗ್ಯಾರಂಟಿಗಳಿಂದ, ಸೋತಿರುವ ವ್ಯವಸ್ಥೆಯನ್ನು ಬೇರೆ ವಿಷಯದಲ್ಲಿ ರಾಜಕೀಯ ಕೆಸರೆರಚಾಟ ಬೇಡ. ಇದರಿಂದ ನಿಮ್ಮ ದೇಶದ ಪ್ರಜಾಪ್ರಭುತ್ವ ವ್ಯವಸ್ಥೆಯ ಅಧ್ವರ್ಯರಾಗಿ ಚುನಾವಣಾ ಪ್ರಕ್ರಿಯೆ ಬಗ್ಗೆಯೇ ಸಂದೇಹ ಮೂಡಿಸುವ ಪಾಪದ ಕೆಲಸ ಮಾಡಬೇಡಿ ಇದು ನಿಮಗೆ ಶೋಭೆ ತರುವುದಿಲ್ಲ ಎಂದು ಆರ್. ಅಶೋಕ್ ಹೇಳಿದ್ದಾರೆ. xyxy=(1270,1330,1485,1437)
officer-name: ಶ್ರೀ ಜೆ. ಪುರುಷೋತ್ತಮ್ xyxy=(1287,1079,1382,1093)
paragraph: ನವದೆಹಲಿ,ಸೆ.7–ಪ್ರಧಾನಿ ನರೇಂದ್ರ ಮೋದಿ ಸೆಪ್ಟೆಂಬರ್ 9 ಮಂಗಳವಾರ ಪಂಜಾಬ್‌ಗೆ ಭೇಟಿ ನೀಡಲಿದ್ದಾರೆ. ಈ ಸಮಯದಲ್ಲಿ ಅವರು ಪ್ರವಾಹ ಪೀಡಿತ ಪ್ರದೇಶಗಳಿಗೆ ಭೇಟಿ ನೀಡಲಿದ್ದಾರೆ. ಇಲ್ಲಿಯವರೆಗೆ ಪಂಜಾಬ್‌ನಲ್ಲಿ ಸುಮಾರು 2 ಸಾವಿರ ಗ್ರಾಮಗಳು ನೀರಿನಲ್ಲಿ ಮುಳುಗಿದ್ದು, 2 ಲಕ್ಷ ಹೆಕ್ಟೇರ್ ಬೆಳೆಗಳು ಸಂಪೂರ್ಣವಾಗಿ ನಾಶವಾಗಿವೆ. xyxy=(43,1256,206,1419)
constitutional-duty-note xyxy=(82,1156,318,1183)
registration-dot xyxy=(92,2344,111,2363)
paragraph: ಪುರುಷರ ಸಿಂಗಲ್ಸ್ ವಿಭಾಗದಲ್ಲಿ ಇಂದು ಹಾಲಿ ಚಾಂಪಿಯನ್ ಜಾನಿಕ್ ಸಿನ್ನರ್ ಮತ್ತು ಕಾರ್ಲೋಸ್ ಅಲ್ಕರಾಜ್ ನಡುವೆ ಫೈನಲ್ ಪಂದ್ಯ ನಡೆಯಲಿದೆ. ಉಭಯ ಆಟಗಾರರೂ ಪ್ರಶಸ್ತಿ ಗೆಲ್ಲುವ ಫೇವರಿಟ್ ಆಗಿರುವ ಕಾರಣ ಜಿದ್ದಾಜಿದ್ದಿನ ಹೋರಾಟವನ್ನು ನಿರೀಕ್ಷಿಸಲಾಗಿದೆ. ಸ್ಪೇನ್ ಆಟಗಾರ ಸೆಮಿಫೈನಲ್ ಪಂದ್ಯದಲ್ಲಿ ನೊವಾಕ್ ಜೊಕೊವಿಕ್ ಅವರನ್ನು ಸೋಲಿಸಿ ಫೈನಲ್ ಪ್ರವೇಶಿಸಿದ್ದಾರೆ. ಇಟಲಿಯ ಸಿನ್ನರ್, ಫೆಲಿಕ್ಸ್ ಆಗರ್ ಗೆ ಆಘಾತ ನೀಡಿ ಪ್ರಶಸ್ತಿ ಸುತ್ತಿಗೆ ಮುನ್ನಡೆದಿದ್ದಾರೆ. xyxy=(1210,2028,1485,2153)
minister-caption-pre: ಮಾನ್ಯ ಸಾರಿಗೆ ಮತ್ತು ಮುಜರಾಯಿ ಸಚಿವರಾದ xyxy=(404,1019,588,1034)
paragraph: ಮುಖ್ಯಮಂತ್ರಿ ಸಿದ್ದರಾಮಯ್ಯ ಅವರೇ ಹಾಗೂ ಉಪಮುಖ್ಯಮಂತ್ರಿ ಡಿ.ಕೆ ಶಿವಕುಮಾರ್ ಅವರೇ 2004ರಲ್ಲಿ 2009ರಲ್ಲಿ ಯುಪಿಎ ಸರ್ಕಾರ ಅಧಿಕಾರಕ್ಕೆ ಬಂದಿದ್ದು ಇವಿಎಂ ಮತಯಂತ್ರಗಳಿಂದ. xyxy=(1043,1256,1258,1326)
leader-1 xyxy=(1038,356,1216,386)
registration-dot xyxy=(1373,2327,1392,2346)
bus-ad-line: ಬೇಕಾಗಿದ್ದಾರೆ. xyxy=(181,2041,256,2060)
parliament-icon xyxy=(82,1156,114,1183)
minister-name: ಶ್ರೀ ರಾಮಲಿಂಗಾರೆಡ್ಡಿ xyxy=(404,1016,605,1058)
column-rule xyxy=(1008,1597,1009,2309)
portrait-siddaramaiah xyxy=(1060,194,1201,357)
duty-line-2: ಪ್ರತಿಯೊಬ್ಬ ಭಾರತೀಯನ ಸಂವಿಧಾನಬದ್ಧ ಮೂಲಭೂತ ಕರ್ತವ್ಯ xyxy=(122,1171,298,1181)
paragraph: 24ರ ಹರೆಯದ ಅನಿಸಿಮೊವಾಗೆ ಇದು ಮತ್ತೊಂದು ಕಠಿಣ ಗ್ರ್ಯಾನ್ ಸ್ಲಾಮ್ ಫೈನಲ್ ಸೋಲಾಗಿದೆ. ಈ ಹಿಂದೆ ವಿಂಬಲ್ಡನ್ ಫೈನಲ್ ನಲ್ಲಿ ಇಗಾ ಸ್ವಿಯಾಟೆಕ್ ಅವರಿಗೆ ಆಘಾತ ನೀಡಿದ್ದರು. ಆದರೆ ಫೈನಲ್ ನಲ್ಲಿ ಸೋಲಿನ ಕಹಿ ಉಂಡಿದ್ದರು. xyxy=(1013,2033,1202,2121)
officer-title: ಆಯುಕ್ತರು xyxy=(1110,1097,1144,1108)
